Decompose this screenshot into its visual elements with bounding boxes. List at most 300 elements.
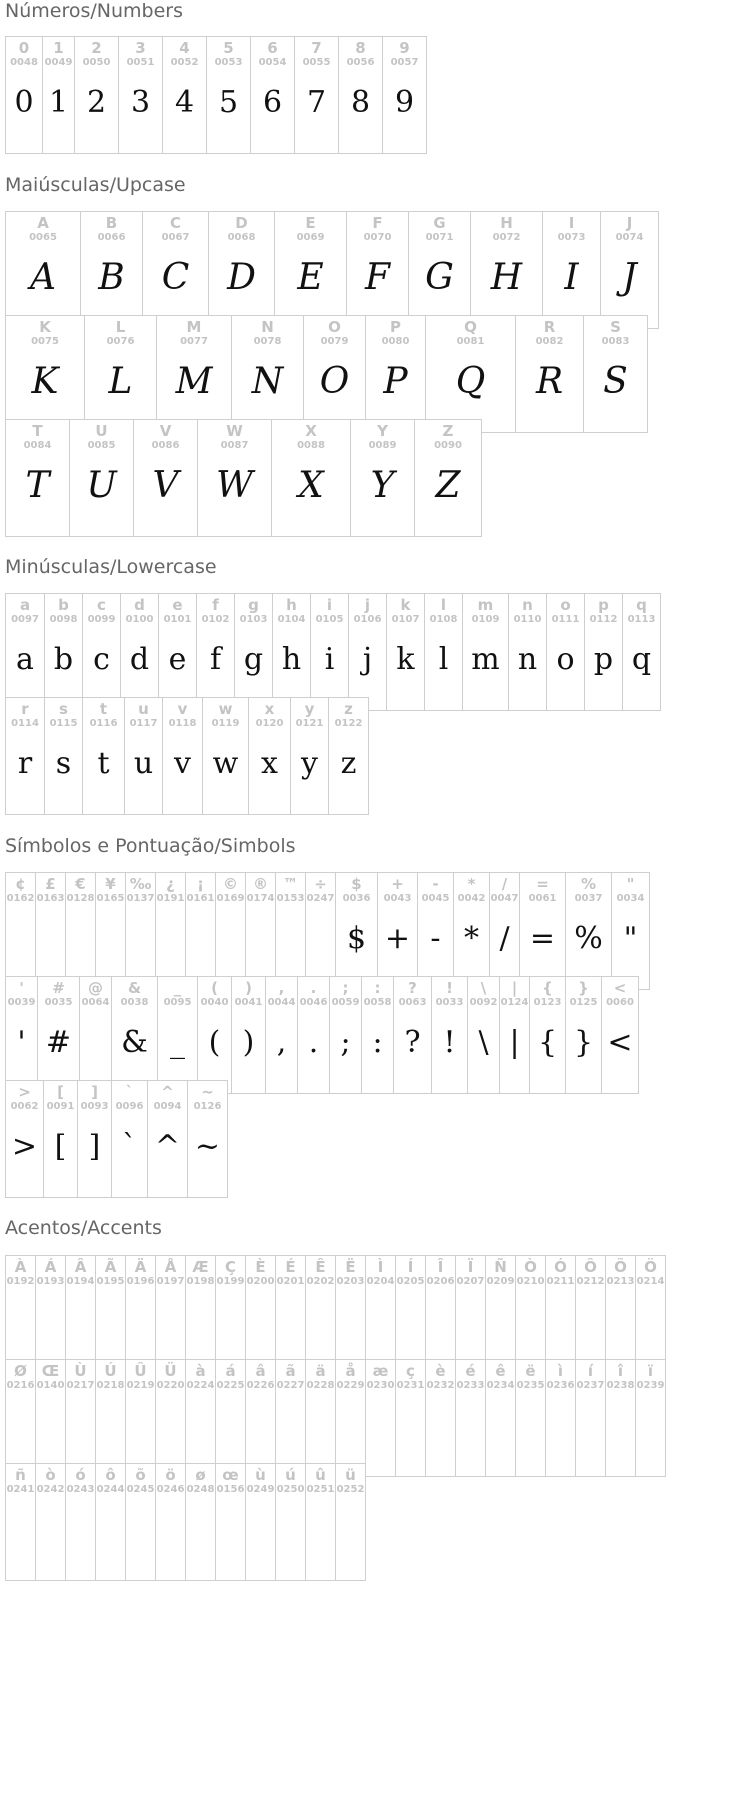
character-label: î xyxy=(617,1362,624,1380)
glyph-cell xyxy=(125,1359,156,1477)
character-label: Ì xyxy=(377,1258,384,1276)
character-label: ó xyxy=(75,1466,86,1484)
glyph-cell xyxy=(245,1359,276,1477)
character-code: 0055 xyxy=(302,57,331,68)
character-code: 0210 xyxy=(516,1276,545,1287)
glyph-cell xyxy=(417,872,454,990)
character-label: Ë xyxy=(345,1258,356,1276)
glyph-cell xyxy=(485,1359,516,1477)
character-code: 0235 xyxy=(516,1380,545,1391)
section-title: Maiúsculas/Upcase xyxy=(5,174,186,196)
glyph-sample: U xyxy=(86,465,117,506)
glyph-row xyxy=(5,872,650,990)
glyph-cell xyxy=(297,976,330,1094)
glyph-cell xyxy=(156,315,232,433)
glyph-cell xyxy=(575,1255,606,1373)
glyph-cell xyxy=(305,1463,336,1581)
character-label: Î xyxy=(437,1258,444,1276)
glyph-sample: R xyxy=(535,361,564,402)
glyph-cell xyxy=(142,211,209,329)
character-label: : xyxy=(374,979,381,997)
character-code: 0073 xyxy=(557,232,586,243)
glyph-cell xyxy=(361,976,394,1094)
character-label: l xyxy=(440,596,447,614)
glyph-sample: g xyxy=(243,642,264,677)
character-code: 0231 xyxy=(396,1380,425,1391)
glyph-cell xyxy=(455,1359,486,1477)
character-code: 0234 xyxy=(486,1380,515,1391)
character-label: C xyxy=(169,214,181,232)
glyph-sample: y xyxy=(301,746,318,781)
glyph-cell xyxy=(377,872,418,990)
glyph-sample: ) xyxy=(242,1025,255,1060)
glyph-cell xyxy=(185,872,216,990)
glyph-cell xyxy=(382,36,427,154)
character-label: F xyxy=(372,214,383,232)
character-code: 0119 xyxy=(211,718,240,729)
character-label: # xyxy=(52,979,65,997)
glyph-sample: [ xyxy=(54,1129,67,1164)
character-code: 0201 xyxy=(276,1276,305,1287)
character-code: 0045 xyxy=(421,893,450,904)
character-code: 0069 xyxy=(296,232,325,243)
character-label: ç xyxy=(406,1362,415,1380)
character-label: Ê xyxy=(315,1258,326,1276)
character-label: à xyxy=(195,1362,206,1380)
glyph-sample: _ xyxy=(170,1025,185,1060)
glyph-cell xyxy=(305,1255,336,1373)
glyph-sample: z xyxy=(340,746,357,781)
glyph-sample: / xyxy=(499,921,510,956)
character-label: ï xyxy=(647,1362,654,1380)
glyph-sample: x xyxy=(261,746,278,781)
character-code: 0100 xyxy=(125,614,154,625)
glyph-cell xyxy=(125,1463,156,1581)
character-label: s xyxy=(59,700,68,718)
character-label: M xyxy=(186,318,202,336)
glyph-sample: T xyxy=(25,465,50,506)
character-label: Í xyxy=(407,1258,414,1276)
glyph-cell xyxy=(508,593,547,711)
section-title: Minúsculas/Lowercase xyxy=(5,556,217,578)
character-code: 0224 xyxy=(186,1380,215,1391)
character-label: Ç xyxy=(224,1258,236,1276)
glyph-sample: ^ xyxy=(154,1129,181,1164)
glyph-cell xyxy=(185,1255,216,1373)
character-label: z xyxy=(344,700,353,718)
glyph-sample: ; xyxy=(340,1025,351,1060)
glyph-sample: n xyxy=(517,642,538,677)
character-code: 0174 xyxy=(246,893,275,904)
character-label: 5 xyxy=(223,39,234,57)
glyph-cell xyxy=(215,1255,246,1373)
character-label: ¥ xyxy=(105,875,116,893)
glyph-cell xyxy=(565,976,602,1094)
glyph-cell xyxy=(600,211,659,329)
glyph-cell xyxy=(185,1463,216,1581)
glyph-sample: r xyxy=(17,746,33,781)
glyph-sample: m xyxy=(471,642,500,677)
character-label: Û xyxy=(134,1362,147,1380)
glyph-cell xyxy=(95,872,126,990)
glyph-cell xyxy=(335,1255,366,1373)
character-label: é xyxy=(465,1362,476,1380)
glyph-cell xyxy=(275,1255,306,1373)
character-code: 0241 xyxy=(6,1484,35,1495)
character-code: 0063 xyxy=(398,997,427,1008)
character-label: Õ xyxy=(614,1258,627,1276)
character-label: + xyxy=(391,875,404,893)
character-code: 0250 xyxy=(276,1484,305,1495)
character-code: 0228 xyxy=(306,1380,335,1391)
character-label: _ xyxy=(173,979,182,997)
glyph-sample: " xyxy=(623,921,638,956)
glyph-row xyxy=(5,1463,366,1581)
character-code: 0086 xyxy=(151,440,180,451)
glyph-cell xyxy=(44,697,83,815)
glyph-cell xyxy=(328,697,369,815)
character-code: 0101 xyxy=(163,614,192,625)
character-code: 0084 xyxy=(23,440,52,451)
character-code: 0054 xyxy=(258,57,287,68)
character-label: Ñ xyxy=(494,1258,507,1276)
glyph-sample: { xyxy=(537,1025,558,1060)
glyph-cell xyxy=(529,976,566,1094)
character-label: å xyxy=(345,1362,356,1380)
glyph-cell xyxy=(155,1463,186,1581)
character-code: 0112 xyxy=(589,614,618,625)
glyph-sample: H xyxy=(490,257,523,298)
character-code: 0095 xyxy=(163,997,192,1008)
glyph-cell xyxy=(65,1255,96,1373)
glyph-sample: 3 xyxy=(130,85,151,120)
glyph-cell xyxy=(515,1359,546,1477)
glyph-cell xyxy=(5,1255,36,1373)
character-label: h xyxy=(286,596,297,614)
character-label: - xyxy=(432,875,439,893)
character-code: 0047 xyxy=(490,893,519,904)
character-label: ø xyxy=(195,1466,206,1484)
glyph-sample: C xyxy=(161,257,190,298)
character-code: 0104 xyxy=(277,614,306,625)
character-label: % xyxy=(580,875,597,893)
character-label: û xyxy=(315,1466,326,1484)
glyph-row xyxy=(5,1255,666,1373)
character-code: 0039 xyxy=(7,997,36,1008)
character-code: 0092 xyxy=(469,997,498,1008)
character-label: ? xyxy=(408,979,417,997)
character-code: 0197 xyxy=(156,1276,185,1287)
character-code: 0200 xyxy=(246,1276,275,1287)
glyph-sample: L xyxy=(108,361,133,402)
character-label: S xyxy=(610,318,621,336)
glyph-cell xyxy=(425,1255,456,1373)
glyph-cell xyxy=(611,872,650,990)
character-code: 0218 xyxy=(96,1380,125,1391)
character-label: p xyxy=(598,596,609,614)
character-code: 0079 xyxy=(320,336,349,347)
glyph-cell xyxy=(231,315,304,433)
character-code: 0219 xyxy=(126,1380,155,1391)
character-label: ` xyxy=(125,1083,134,1101)
glyph-sample: k xyxy=(396,642,415,677)
character-code: 0102 xyxy=(201,614,230,625)
glyph-cell xyxy=(215,1463,246,1581)
character-code: 0053 xyxy=(214,57,243,68)
character-label: | xyxy=(511,979,518,997)
character-label: æ xyxy=(372,1362,389,1380)
glyph-sample: S xyxy=(603,361,628,402)
glyph-sample: = xyxy=(529,921,556,956)
character-label: 4 xyxy=(179,39,190,57)
glyph-cell xyxy=(37,976,80,1094)
glyph-cell xyxy=(575,1359,606,1477)
glyph-cell xyxy=(348,593,387,711)
character-label: { xyxy=(542,979,553,997)
character-code: 0232 xyxy=(426,1380,455,1391)
glyph-cell xyxy=(5,419,70,537)
character-label: Ò xyxy=(524,1258,537,1276)
character-label: É xyxy=(285,1258,296,1276)
character-label: ä xyxy=(315,1362,326,1380)
character-label: E xyxy=(305,214,316,232)
glyph-cell xyxy=(635,1255,666,1373)
character-label: Ô xyxy=(584,1258,597,1276)
glyph-cell xyxy=(470,211,543,329)
character-code: 0216 xyxy=(6,1380,35,1391)
glyph-cell xyxy=(565,872,612,990)
character-code: 0252 xyxy=(336,1484,365,1495)
character-code: 0070 xyxy=(363,232,392,243)
glyph-cell xyxy=(365,1359,396,1477)
character-code: 0236 xyxy=(546,1380,575,1391)
character-label: ë xyxy=(525,1362,536,1380)
character-code: 0056 xyxy=(346,57,375,68)
character-label: r xyxy=(21,700,29,718)
character-label: ( xyxy=(211,979,218,997)
glyph-cell xyxy=(467,976,500,1094)
character-code: 0196 xyxy=(126,1276,155,1287)
character-label: ÷ xyxy=(314,875,327,893)
glyph-cell xyxy=(206,36,251,154)
glyph-cell xyxy=(5,697,45,815)
character-label: œ xyxy=(222,1466,239,1484)
glyph-cell xyxy=(5,872,36,990)
glyph-sample: a xyxy=(16,642,34,677)
character-label: 0 xyxy=(18,39,30,57)
character-label: = xyxy=(536,875,549,893)
character-label: Ø xyxy=(14,1362,27,1380)
glyph-sample: A xyxy=(30,257,56,298)
character-code: 0085 xyxy=(87,440,116,451)
glyph-cell xyxy=(120,593,159,711)
glyph-sample: j xyxy=(362,642,373,677)
glyph-cell xyxy=(408,211,471,329)
glyph-sample: # xyxy=(45,1025,72,1060)
character-code: 0113 xyxy=(627,614,656,625)
character-label: O xyxy=(328,318,341,336)
glyph-cell xyxy=(584,593,623,711)
glyph-cell xyxy=(395,1359,426,1477)
glyph-cell xyxy=(5,36,43,154)
character-code: 0040 xyxy=(200,997,229,1008)
character-code: 0109 xyxy=(471,614,500,625)
glyph-cell xyxy=(82,593,121,711)
character-label: â xyxy=(255,1362,266,1380)
glyph-sample: , xyxy=(276,1025,287,1060)
glyph-cell xyxy=(335,1463,366,1581)
character-code: 0071 xyxy=(425,232,454,243)
character-code: 0212 xyxy=(576,1276,605,1287)
glyph-row xyxy=(5,36,427,154)
glyph-cell xyxy=(231,976,266,1094)
character-code: 0089 xyxy=(368,440,397,451)
character-code: 0111 xyxy=(551,614,580,625)
glyph-cell xyxy=(133,419,198,537)
character-label: ™ xyxy=(283,875,298,893)
character-code: 0037 xyxy=(574,893,603,904)
character-code: 0077 xyxy=(180,336,208,347)
character-code: 0087 xyxy=(220,440,249,451)
character-label: V xyxy=(159,422,172,440)
character-code: 0091 xyxy=(46,1101,75,1112)
character-label: ~ xyxy=(201,1083,214,1101)
character-label: ¿ xyxy=(166,875,175,893)
character-label: Ú xyxy=(104,1362,117,1380)
glyph-cell xyxy=(95,1359,126,1477)
glyph-cell xyxy=(365,315,426,433)
glyph-cell xyxy=(635,1359,666,1477)
glyph-sample: o xyxy=(556,642,575,677)
character-label: ¡ xyxy=(197,875,204,893)
character-code: 0125 xyxy=(569,997,598,1008)
character-code: 0117 xyxy=(129,718,158,729)
glyph-cell xyxy=(605,1255,636,1373)
glyph-sample: B xyxy=(98,257,125,298)
character-code: 0093 xyxy=(80,1101,109,1112)
glyph-cell xyxy=(431,976,468,1094)
character-code: 0198 xyxy=(186,1276,215,1287)
character-code: 0193 xyxy=(36,1276,65,1287)
glyph-cell xyxy=(329,976,362,1094)
character-label: € xyxy=(75,875,86,893)
glyph-sample: Y xyxy=(370,465,395,506)
character-code: 0122 xyxy=(334,718,363,729)
character-code: 0080 xyxy=(381,336,410,347)
glyph-cell xyxy=(155,1359,186,1477)
character-code: 0202 xyxy=(306,1276,335,1287)
glyph-cell xyxy=(303,315,366,433)
character-label: b xyxy=(58,596,69,614)
glyph-cell xyxy=(162,36,207,154)
character-label: c xyxy=(97,596,106,614)
glyph-cell xyxy=(187,1080,228,1198)
glyph-cell xyxy=(35,872,66,990)
glyph-cell xyxy=(462,593,509,711)
glyph-cell xyxy=(234,593,273,711)
glyph-cell xyxy=(111,1080,148,1198)
glyph-cell xyxy=(248,697,291,815)
character-code: 0137 xyxy=(126,893,155,904)
glyph-cell xyxy=(65,1463,96,1581)
glyph-sample: h xyxy=(281,642,302,677)
glyph-cell xyxy=(601,976,639,1094)
character-label: 8 xyxy=(355,39,366,57)
character-label: w xyxy=(218,700,233,718)
glyph-cell xyxy=(155,1255,186,1373)
character-label: Ï xyxy=(467,1258,474,1276)
character-code: 0225 xyxy=(216,1380,245,1391)
character-code: 0195 xyxy=(96,1276,125,1287)
character-code: 0041 xyxy=(234,997,263,1008)
character-code: 0074 xyxy=(615,232,644,243)
glyph-cell xyxy=(185,1359,216,1477)
glyph-sample: 0 xyxy=(14,85,34,120)
character-label: g xyxy=(248,596,259,614)
glyph-cell xyxy=(245,872,276,990)
character-code: 0213 xyxy=(606,1276,635,1287)
character-code: 0078 xyxy=(253,336,282,347)
character-code: 0060 xyxy=(606,997,634,1008)
glyph-cell xyxy=(290,697,329,815)
character-code: 0051 xyxy=(126,57,155,68)
glyph-sample: 8 xyxy=(350,85,371,120)
glyph-cell xyxy=(542,211,601,329)
glyph-sample: \ xyxy=(478,1025,489,1060)
glyph-sample: 6 xyxy=(262,85,283,120)
glyph-cell xyxy=(5,211,81,329)
glyph-sample: + xyxy=(384,921,411,956)
glyph-sample: c xyxy=(93,642,110,677)
glyph-sample: s xyxy=(55,746,72,781)
glyph-sample: b xyxy=(53,642,74,677)
character-label: 7 xyxy=(311,39,322,57)
character-code: 0204 xyxy=(366,1276,395,1287)
character-code: 0205 xyxy=(396,1276,425,1287)
character-code: 0140 xyxy=(36,1380,65,1391)
glyph-cell xyxy=(65,1359,96,1477)
character-label: \ xyxy=(480,979,487,997)
character-code: 0246 xyxy=(156,1484,185,1495)
character-code: 0049 xyxy=(44,57,73,68)
character-code: 0245 xyxy=(126,1484,155,1495)
character-label: u xyxy=(138,700,149,718)
character-code: 0238 xyxy=(606,1380,635,1391)
character-code: 0042 xyxy=(457,893,486,904)
character-code: 0217 xyxy=(66,1380,95,1391)
character-label: G xyxy=(433,214,446,232)
glyph-sample: ~ xyxy=(194,1129,221,1164)
character-label: t xyxy=(99,700,108,718)
character-label: @ xyxy=(88,979,103,997)
character-label: Z xyxy=(442,422,454,440)
character-label: " xyxy=(626,875,635,893)
glyph-cell xyxy=(155,872,186,990)
glyph-sample: O xyxy=(319,361,350,402)
glyph-sample: Z xyxy=(435,465,461,506)
character-code: 0048 xyxy=(10,57,38,68)
character-code: 0038 xyxy=(120,997,149,1008)
character-code: 0120 xyxy=(255,718,284,729)
character-label: õ xyxy=(135,1466,146,1484)
glyph-cell xyxy=(485,1255,516,1373)
glyph-sample: w xyxy=(212,746,239,781)
glyph-sample: F xyxy=(365,257,390,298)
character-label: ù xyxy=(255,1466,266,1484)
glyph-cell xyxy=(5,1359,36,1477)
character-code: 0067 xyxy=(161,232,190,243)
character-label: 6 xyxy=(267,39,278,57)
